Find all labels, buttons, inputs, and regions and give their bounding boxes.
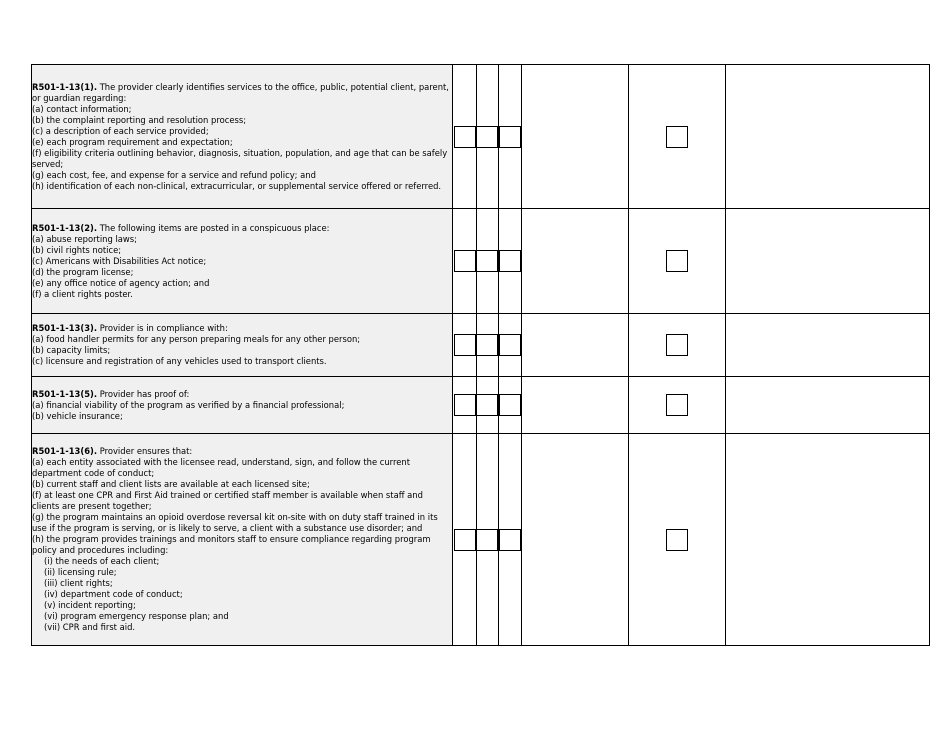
requirement-item: (h) identification of each non-clinical, extracurricular, or supplemental service offered or referred. <box>32 180 442 191</box>
requirement-text <box>32 65 453 209</box>
requirement-row <box>32 377 930 434</box>
compliance-checkbox-3[interactable] <box>499 126 521 148</box>
notes-cell[interactable] <box>522 209 629 314</box>
compliance-checkbox-2[interactable] <box>476 126 498 148</box>
notes-cell[interactable] <box>522 314 629 377</box>
requirement-subitem: (vi) program emergency response plan; and <box>44 611 229 621</box>
notes-cell[interactable] <box>522 377 629 434</box>
requirement-item: (c) a description of each service provided; <box>32 125 209 136</box>
checkbox-cell <box>453 377 477 434</box>
requirement-item: (f) eligibility criteria outlining behavior, diagnosis, situation, population, and age that can be safely served; <box>32 147 450 169</box>
requirement-intro <box>32 446 452 457</box>
rule-intro: Provider is in compliance with: <box>97 323 228 333</box>
comments-cell[interactable] <box>726 314 930 377</box>
verification-checkbox[interactable] <box>666 250 688 272</box>
checkbox-cell <box>499 377 522 434</box>
requirement-intro <box>32 323 452 334</box>
requirement-subitem: (i) the needs of each client; <box>44 556 160 566</box>
notes-cell[interactable] <box>522 65 629 209</box>
compliance-checkbox-2[interactable] <box>476 394 498 416</box>
checkbox-cell <box>477 377 499 434</box>
compliance-checkbox-1[interactable] <box>454 394 476 416</box>
compliance-checkbox-1[interactable] <box>454 126 476 148</box>
checkbox-cell <box>477 65 499 209</box>
checkbox-cell <box>477 209 499 314</box>
requirement-item: (b) current staff and client lists are available at each licensed site; <box>32 479 310 489</box>
requirement-text <box>32 377 453 434</box>
requirement-item: (a) food handler permits for any person preparing meals for any other person; <box>32 334 361 344</box>
requirement-intro <box>32 223 452 234</box>
checkbox-cell <box>499 434 522 646</box>
checkbox-cell <box>629 434 726 646</box>
checkbox-cell <box>499 314 522 377</box>
compliance-checkbox-2[interactable] <box>476 529 498 551</box>
requirement-subitem: (ii) licensing rule; <box>44 567 117 577</box>
checkbox-cell <box>629 209 726 314</box>
requirement-item: (e) any office notice of agency action; and <box>32 277 210 288</box>
requirement-text <box>32 434 453 646</box>
requirement-row <box>32 314 930 377</box>
compliance-checkbox-3[interactable] <box>499 250 521 272</box>
requirement-item: (b) the complaint reporting and resolution process; <box>32 114 247 125</box>
verification-checkbox[interactable] <box>666 126 688 148</box>
compliance-checkbox-1[interactable] <box>454 334 476 356</box>
rule-intro: The following items are posted in a conspicuous place: <box>97 222 330 233</box>
requirement-item: (b) civil rights notice; <box>32 244 122 255</box>
checkbox-cell <box>629 377 726 434</box>
requirement-intro <box>32 389 452 400</box>
comments-cell[interactable] <box>726 65 930 209</box>
checkbox-cell <box>629 314 726 377</box>
compliance-checkbox-3[interactable] <box>499 529 521 551</box>
requirement-item: (c) Americans with Disabilities Act notice; <box>32 255 207 266</box>
rule-code: R501-1-13(1). <box>32 81 98 92</box>
checkbox-cell <box>499 65 522 209</box>
verification-checkbox[interactable] <box>666 334 688 356</box>
rule-intro: Provider ensures that: <box>97 446 193 456</box>
requirement-intro <box>32 82 452 104</box>
comments-cell[interactable] <box>726 209 930 314</box>
requirement-subitem: (vii) CPR and first aid. <box>44 622 136 632</box>
requirement-row <box>32 65 930 209</box>
checkbox-cell <box>453 209 477 314</box>
requirement-row <box>32 434 930 646</box>
requirement-item: (h) the program provides trainings and monitors staff to ensure compliance regarding program policy and procedures including: <box>32 534 434 555</box>
requirement-text <box>32 314 453 377</box>
checkbox-cell <box>477 434 499 646</box>
requirement-item: (f) at least one CPR and First Aid trained or certified staff member is available when staff and clients are present together; <box>32 490 426 511</box>
compliance-checkbox-2[interactable] <box>476 334 498 356</box>
compliance-checkbox-3[interactable] <box>499 334 521 356</box>
verification-checkbox[interactable] <box>666 529 688 551</box>
rule-intro: Provider has proof of: <box>97 388 190 399</box>
requirement-subitem: (v) incident reporting; <box>44 600 136 610</box>
checkbox-cell <box>453 65 477 209</box>
rule-code: R501-1-13(5). <box>32 388 98 399</box>
rule-code: R501-1-13(2). <box>32 222 98 233</box>
requirement-item: (b) vehicle insurance; <box>32 410 123 421</box>
comments-cell[interactable] <box>726 377 930 434</box>
requirement-item: (a) each entity associated with the licensee read, understand, sign, and follow the current department code of conduct; <box>32 457 413 478</box>
checkbox-cell <box>477 314 499 377</box>
compliance-checkbox-3[interactable] <box>499 394 521 416</box>
requirement-item: (a) financial viability of the program as verified by a financial professional; <box>32 399 345 410</box>
rule-code: R501-1-13(3). <box>32 323 98 333</box>
compliance-checklist-table <box>31 64 930 646</box>
comments-cell[interactable] <box>726 434 930 646</box>
requirement-item: (b) capacity limits; <box>32 345 111 355</box>
requirement-item: (a) abuse reporting laws; <box>32 233 137 244</box>
requirement-item: (a) contact information; <box>32 103 132 114</box>
requirement-item: (e) each program requirement and expectation; <box>32 136 233 147</box>
requirement-item: (c) licensure and registration of any vehicles used to transport clients. <box>32 356 327 366</box>
notes-cell[interactable] <box>522 434 629 646</box>
requirement-item: (g) the program maintains an opioid overdose reversal kit on-site with on duty staff trained in its use if the program is serving, or is likely to serve, a client with a substance use disorder; and <box>32 512 441 533</box>
rule-intro: The provider clearly identifies services to the office, public, potential client, parent, or guardian regarding: <box>32 81 452 103</box>
verification-checkbox[interactable] <box>666 394 688 416</box>
checkbox-cell <box>453 314 477 377</box>
requirement-item: (g) each cost, fee, and expense for a service and refund policy; and <box>32 169 316 180</box>
checkbox-cell <box>453 434 477 646</box>
checkbox-cell <box>629 65 726 209</box>
requirement-row <box>32 209 930 314</box>
compliance-checkbox-1[interactable] <box>454 250 476 272</box>
requirement-item: (d) the program license; <box>32 266 134 277</box>
compliance-checkbox-2[interactable] <box>476 250 498 272</box>
requirement-text <box>32 209 453 314</box>
requirement-subitem: (iv) department code of conduct; <box>44 589 183 599</box>
requirement-item: (f) a client rights poster. <box>32 288 133 299</box>
requirement-subitem: (iii) client rights; <box>44 578 113 588</box>
rule-code: R501-1-13(6). <box>32 446 98 456</box>
checkbox-cell <box>499 209 522 314</box>
compliance-checkbox-1[interactable] <box>454 529 476 551</box>
